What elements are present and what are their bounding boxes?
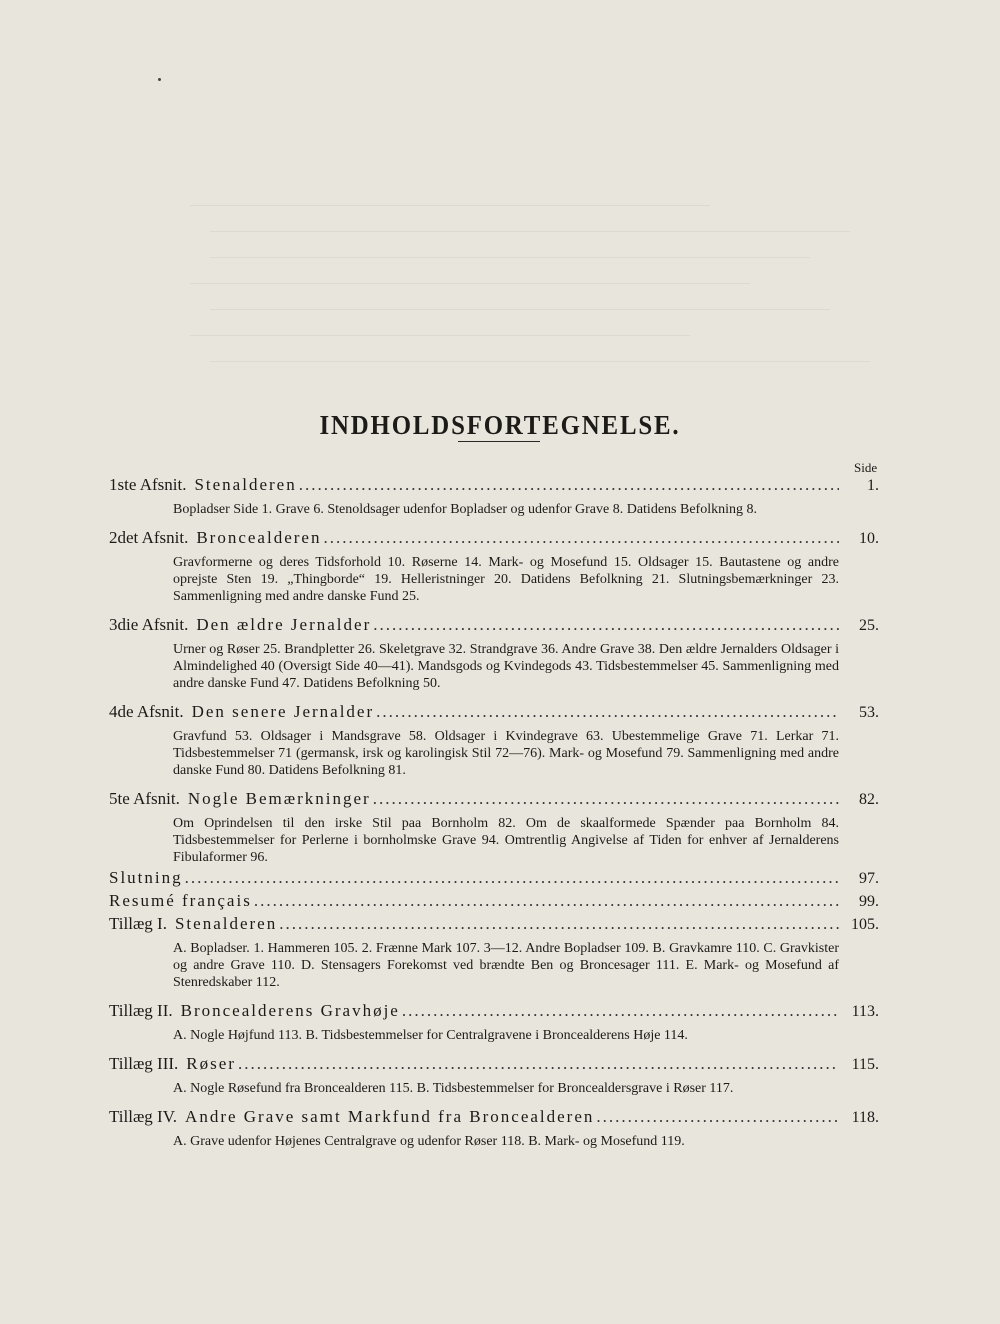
toc-entry	[109, 474, 879, 518]
entry-description: A. Nogle Højfund 113. B. Tidsbestemmelser for Centralgravene i Broncealderens Høje 114.	[173, 1028, 688, 1043]
dot-leader	[323, 527, 839, 549]
toc-entry	[109, 1053, 879, 1097]
entry-page: 99.	[859, 893, 879, 910]
entry-page: 53.	[859, 704, 879, 721]
dot-leader	[238, 1053, 839, 1075]
toc-entry	[109, 614, 879, 692]
entry-title: Resumé français	[109, 891, 252, 910]
entry-title: Den ældre Jernalder	[196, 615, 372, 634]
entry-title: Nogle Bemærkninger	[187, 789, 371, 808]
toc-entry	[109, 1106, 879, 1150]
entry-description: Urner og Røser 25. Brandpletter 26. Skeletgrave 32. Strandgrave 36. Andre Grave 38. Den ældre Jernalders Oldsager i Almindelighed 40 (Oversigt Side 40—41). Mandsgods og Kvindegods 43. Tidsbestemmelser 45. Sammenligning med andre danske Fund 47. Datidens Befolkning 50.	[173, 642, 839, 691]
entry-prefix: Tillæg II.	[109, 1001, 173, 1020]
toc-entry	[109, 890, 879, 913]
toc-entry	[109, 867, 879, 890]
entry-page: 82.	[859, 791, 879, 808]
toc-entry	[109, 701, 879, 779]
dot-leader	[402, 1000, 839, 1022]
ink-speck	[158, 78, 161, 81]
entry-title: Broncealderens Gravhøje	[180, 1001, 400, 1020]
entry-description: A. Nogle Røsefund fra Broncealderen 115. B. Tidsbestemmelser for Broncealdersgrave i Røser 117.	[173, 1081, 734, 1096]
entry-description: A. Grave udenfor Højenes Centralgrave og udenfor Røser 118. B. Mark- og Mosefund 119.	[173, 1134, 685, 1149]
entry-prefix: Tillæg I.	[109, 914, 167, 933]
entry-page: 10.	[859, 530, 879, 547]
entry-page: 118.	[851, 1109, 879, 1126]
entry-description: Gravfund 53. Oldsager i Mandsgrave 58. Oldsager i Kvindegrave 63. Ubestemmelige Grave 71. Lerkar 71. Tidsbestemmelser 71 (germansk, irsk og karolingisk Stil 72—76). Mark- og Mosefund 79. Sammenligning med andre danske Fund 80. Datidens Befolkning 81.	[173, 729, 839, 778]
show-through-text	[150, 80, 910, 400]
entry-title: Den senere Jernalder	[191, 702, 375, 721]
entry-prefix: 2det Afsnit.	[109, 528, 189, 547]
entry-description: A. Bopladser. 1. Hammeren 105. 2. Frænne Mark 107. 3—12. Andre Bopladser 109. B. Gravkamre 110. C. Gravkister og andre Grave 110. D. Stensagers Forekomst ved brændte Ben og Broncesager 111. E. Mark- og Mosefund af Stenredskaber 112.	[173, 941, 839, 990]
dot-leader	[254, 890, 839, 912]
dot-leader	[376, 701, 839, 723]
table-of-contents	[109, 474, 879, 1150]
entry-description: Om Oprindelsen til den irske Stil paa Bornholm 82. Om de skaalformede Spænder paa Bornholm 84. Tidsbestemmelser for Perlerne i bornholmske Grave 94. Omtrentlig Angivelse af Tiden for enhver af Jernalderens Fibulaformer 96.	[173, 816, 839, 865]
dot-leader	[373, 788, 839, 810]
dot-leader	[185, 867, 839, 889]
dot-leader	[596, 1106, 839, 1128]
page-title: INDHOLDSFORTEGNELSE.	[319, 410, 681, 441]
toc-entry	[109, 913, 879, 991]
entry-title: Stenalderen	[194, 475, 297, 494]
entry-title: Andre Grave samt Markfund fra Broncealderen	[185, 1107, 595, 1126]
dot-leader	[279, 913, 839, 935]
dot-leader	[299, 474, 839, 496]
entry-page: 113.	[851, 1003, 879, 1020]
entry-page: 1.	[867, 477, 879, 494]
entry-page: 97.	[859, 870, 879, 887]
entry-title: Broncealderen	[196, 528, 322, 547]
entry-prefix: Tillæg IV.	[109, 1107, 178, 1126]
entry-title: Røser	[186, 1054, 236, 1073]
toc-entry	[109, 527, 879, 605]
toc-entry	[109, 1000, 879, 1044]
entry-page: 25.	[859, 617, 879, 634]
title-rule	[458, 441, 540, 442]
entry-prefix: 3die Afsnit.	[109, 615, 189, 634]
entry-page: 105.	[851, 916, 879, 933]
entry-prefix: 1ste Afsnit.	[109, 475, 187, 494]
entry-prefix: 5te Afsnit.	[109, 789, 180, 808]
entry-title: Stenalderen	[174, 914, 278, 933]
entry-title: Slutning	[109, 868, 183, 887]
toc-entry	[109, 788, 879, 866]
side-column-label: Side	[854, 460, 878, 475]
dot-leader	[373, 614, 839, 636]
entry-prefix: 4de Afsnit.	[109, 702, 184, 721]
entry-page: 115.	[851, 1056, 879, 1073]
entry-description: Gravformerne og deres Tidsforhold 10. Røserne 14. Mark- og Mosefund 15. Oldsager 15. Bautastene og andre oprejste Sten 19. „Thingborde“ 19. Helleristninger 20. Datidens Befolkning 21. Slutningsbemærkninger 23. Sammenligning med andre danske Fund 25.	[173, 555, 839, 604]
entry-prefix: Tillæg III.	[109, 1054, 179, 1073]
entry-description: Bopladser Side 1. Grave 6. Stenoldsager udenfor Bopladser og udenfor Grave 8. Datidens Befolkning 8.	[173, 502, 757, 517]
